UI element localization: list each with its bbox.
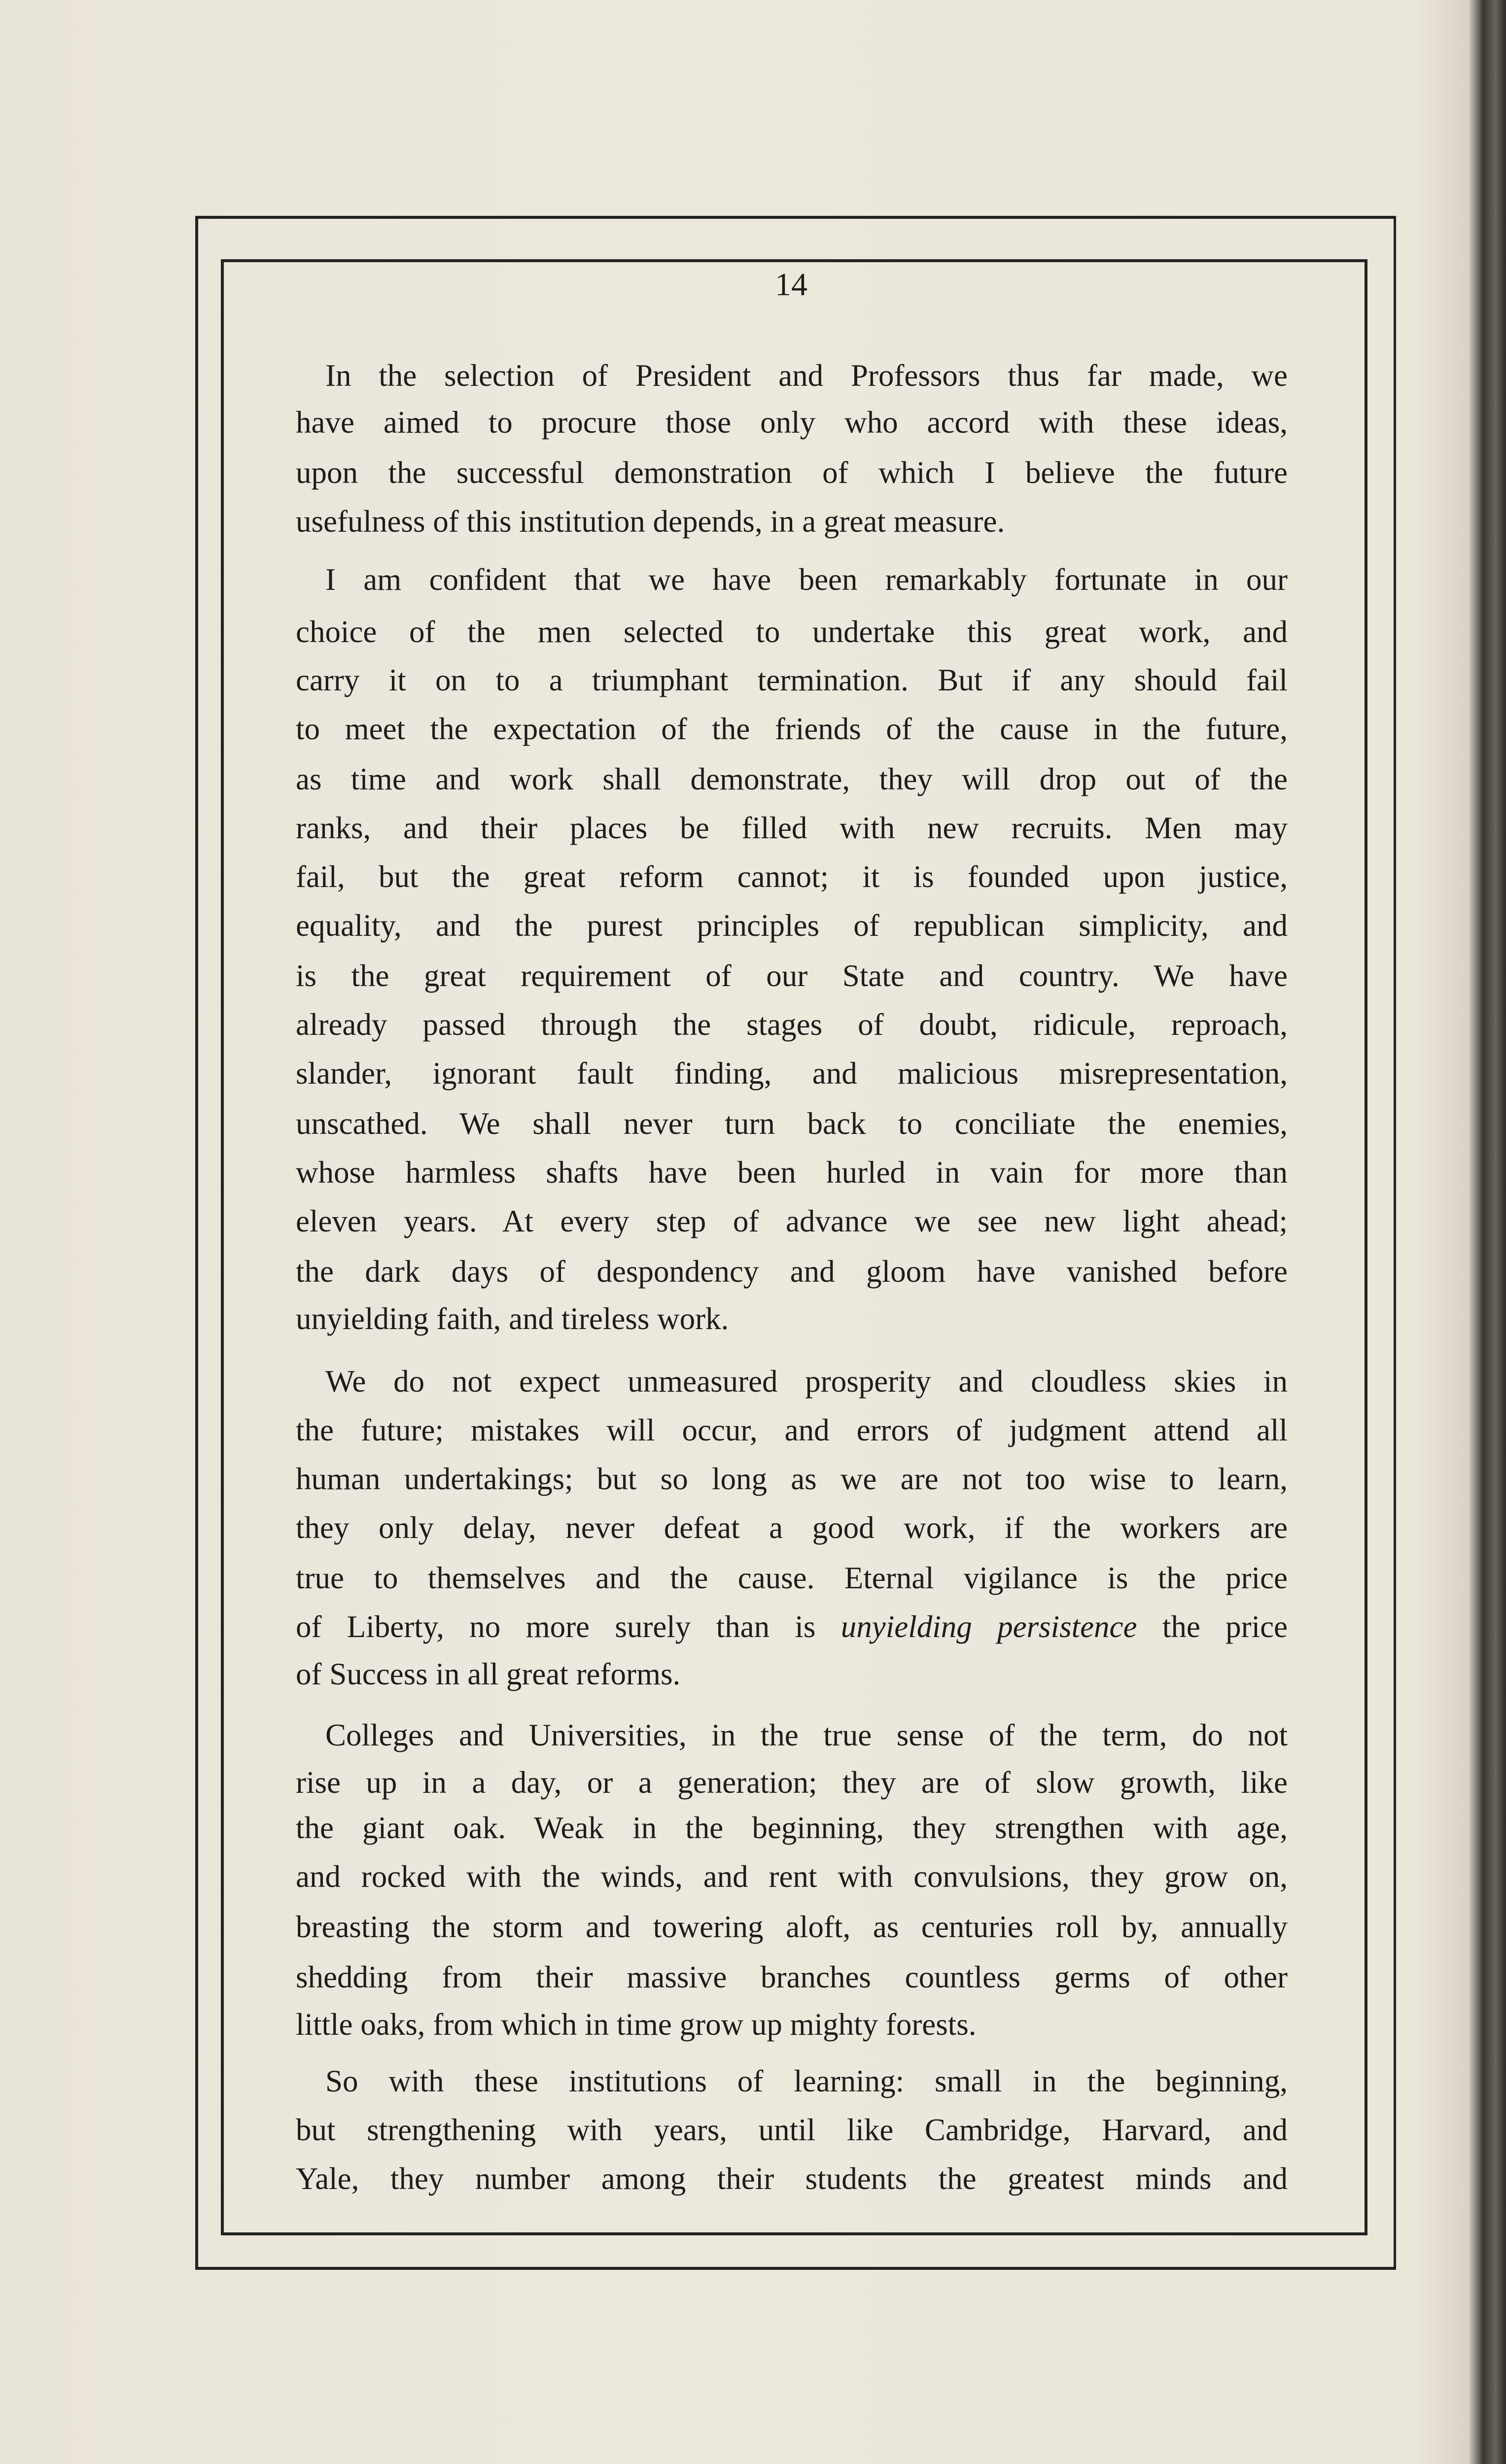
text-line: but strengthening with years, until like Cambridge, Harvard, and [296, 2113, 1288, 2147]
text-line: So with these institutions of learning: small in the beginning, [325, 2064, 1288, 2098]
text-line: and rocked with the winds, and rent with convulsions, they grow on, [296, 1859, 1288, 1894]
text-line: ranks, and their places be filled with new recruits. Men may [296, 811, 1288, 845]
text-line: Colleges and Universities, in the true sense of the term, do not [325, 1718, 1288, 1752]
text-line: Yale, they number among their students the greatest minds and [296, 2161, 1288, 2196]
text-line: usefulness of this institution depends, in a great measure. [296, 504, 1005, 539]
text-line: whose harmless shafts have been hurled in vain for more than [296, 1155, 1288, 1190]
page-number: 14 [775, 267, 807, 303]
text-line: upon the successful demonstration of which I believe the future [296, 455, 1288, 490]
text-line: true to themselves and the cause. Eternal vigilance is the price [296, 1561, 1288, 1595]
text-line: fail, but the great reform cannot; it is founded upon justice, [296, 859, 1288, 894]
text-line: slander, ignorant fault finding, and malicious misrepresentation, [296, 1056, 1288, 1091]
text-line: I am confident that we have been remarkably fortunate in our [325, 562, 1288, 597]
text-line: they only delay, never defeat a good work, if the workers are [296, 1510, 1288, 1545]
text-line: carry it on to a triumphant termination. But if any should fail [296, 663, 1288, 697]
text-line: choice of the men selected to undertake this great work, and [296, 615, 1288, 649]
text-line: the dark days of despondency and gloom have vanished before [296, 1254, 1288, 1289]
text-line: equality, and the purest principles of republican simplicity, and [296, 908, 1288, 943]
text-line: to meet the expectation of the friends of the cause in the future, [296, 712, 1288, 746]
text-line: is the great requirement of our State and country. We have [296, 958, 1288, 993]
text-line: In the selection of President and Professors thus far made, we [325, 358, 1288, 393]
text-line: unyielding faith, and tireless work. [296, 1301, 729, 1336]
text-line: of Success in all great reforms. [296, 1657, 681, 1691]
text-line: the future; mistakes will occur, and errors of judgment attend all [296, 1413, 1288, 1447]
text-line: the giant oak. Weak in the beginning, they strengthen with age, [296, 1811, 1288, 1845]
text-line: We do not expect unmeasured prosperity and cloudless skies in [325, 1364, 1288, 1399]
text-line [296, 1607, 1288, 1646]
text-line: human undertakings; but so long as we are not too wise to learn, [296, 1462, 1288, 1496]
text-segment: the price [1137, 1609, 1288, 1644]
text-line: little oaks, from which in time grow up mighty forests. [296, 2007, 977, 2042]
text-line: rise up in a day, or a generation; they are of slow growth, like [296, 1765, 1288, 1800]
text-line: as time and work shall demonstrate, they will drop out of the [296, 762, 1288, 796]
text-line: already passed through the stages of doubt, ridicule, reproach, [296, 1007, 1288, 1042]
text-line: eleven years. At every step of advance we see new light ahead; [296, 1204, 1288, 1238]
text-line: shedding from their massive branches countless germs of other [296, 1960, 1288, 1994]
italic-emphasis: unyielding persistence [841, 1609, 1137, 1644]
text-segment: of Liberty, no more surely than is [296, 1609, 841, 1644]
text-line: unscathed. We shall never turn back to conciliate the enemies, [296, 1106, 1288, 1141]
text-line: breasting the storm and towering aloft, as centuries roll by, annually [296, 1910, 1288, 1944]
text-line: have aimed to procure those only who accord with these ideas, [296, 405, 1288, 440]
